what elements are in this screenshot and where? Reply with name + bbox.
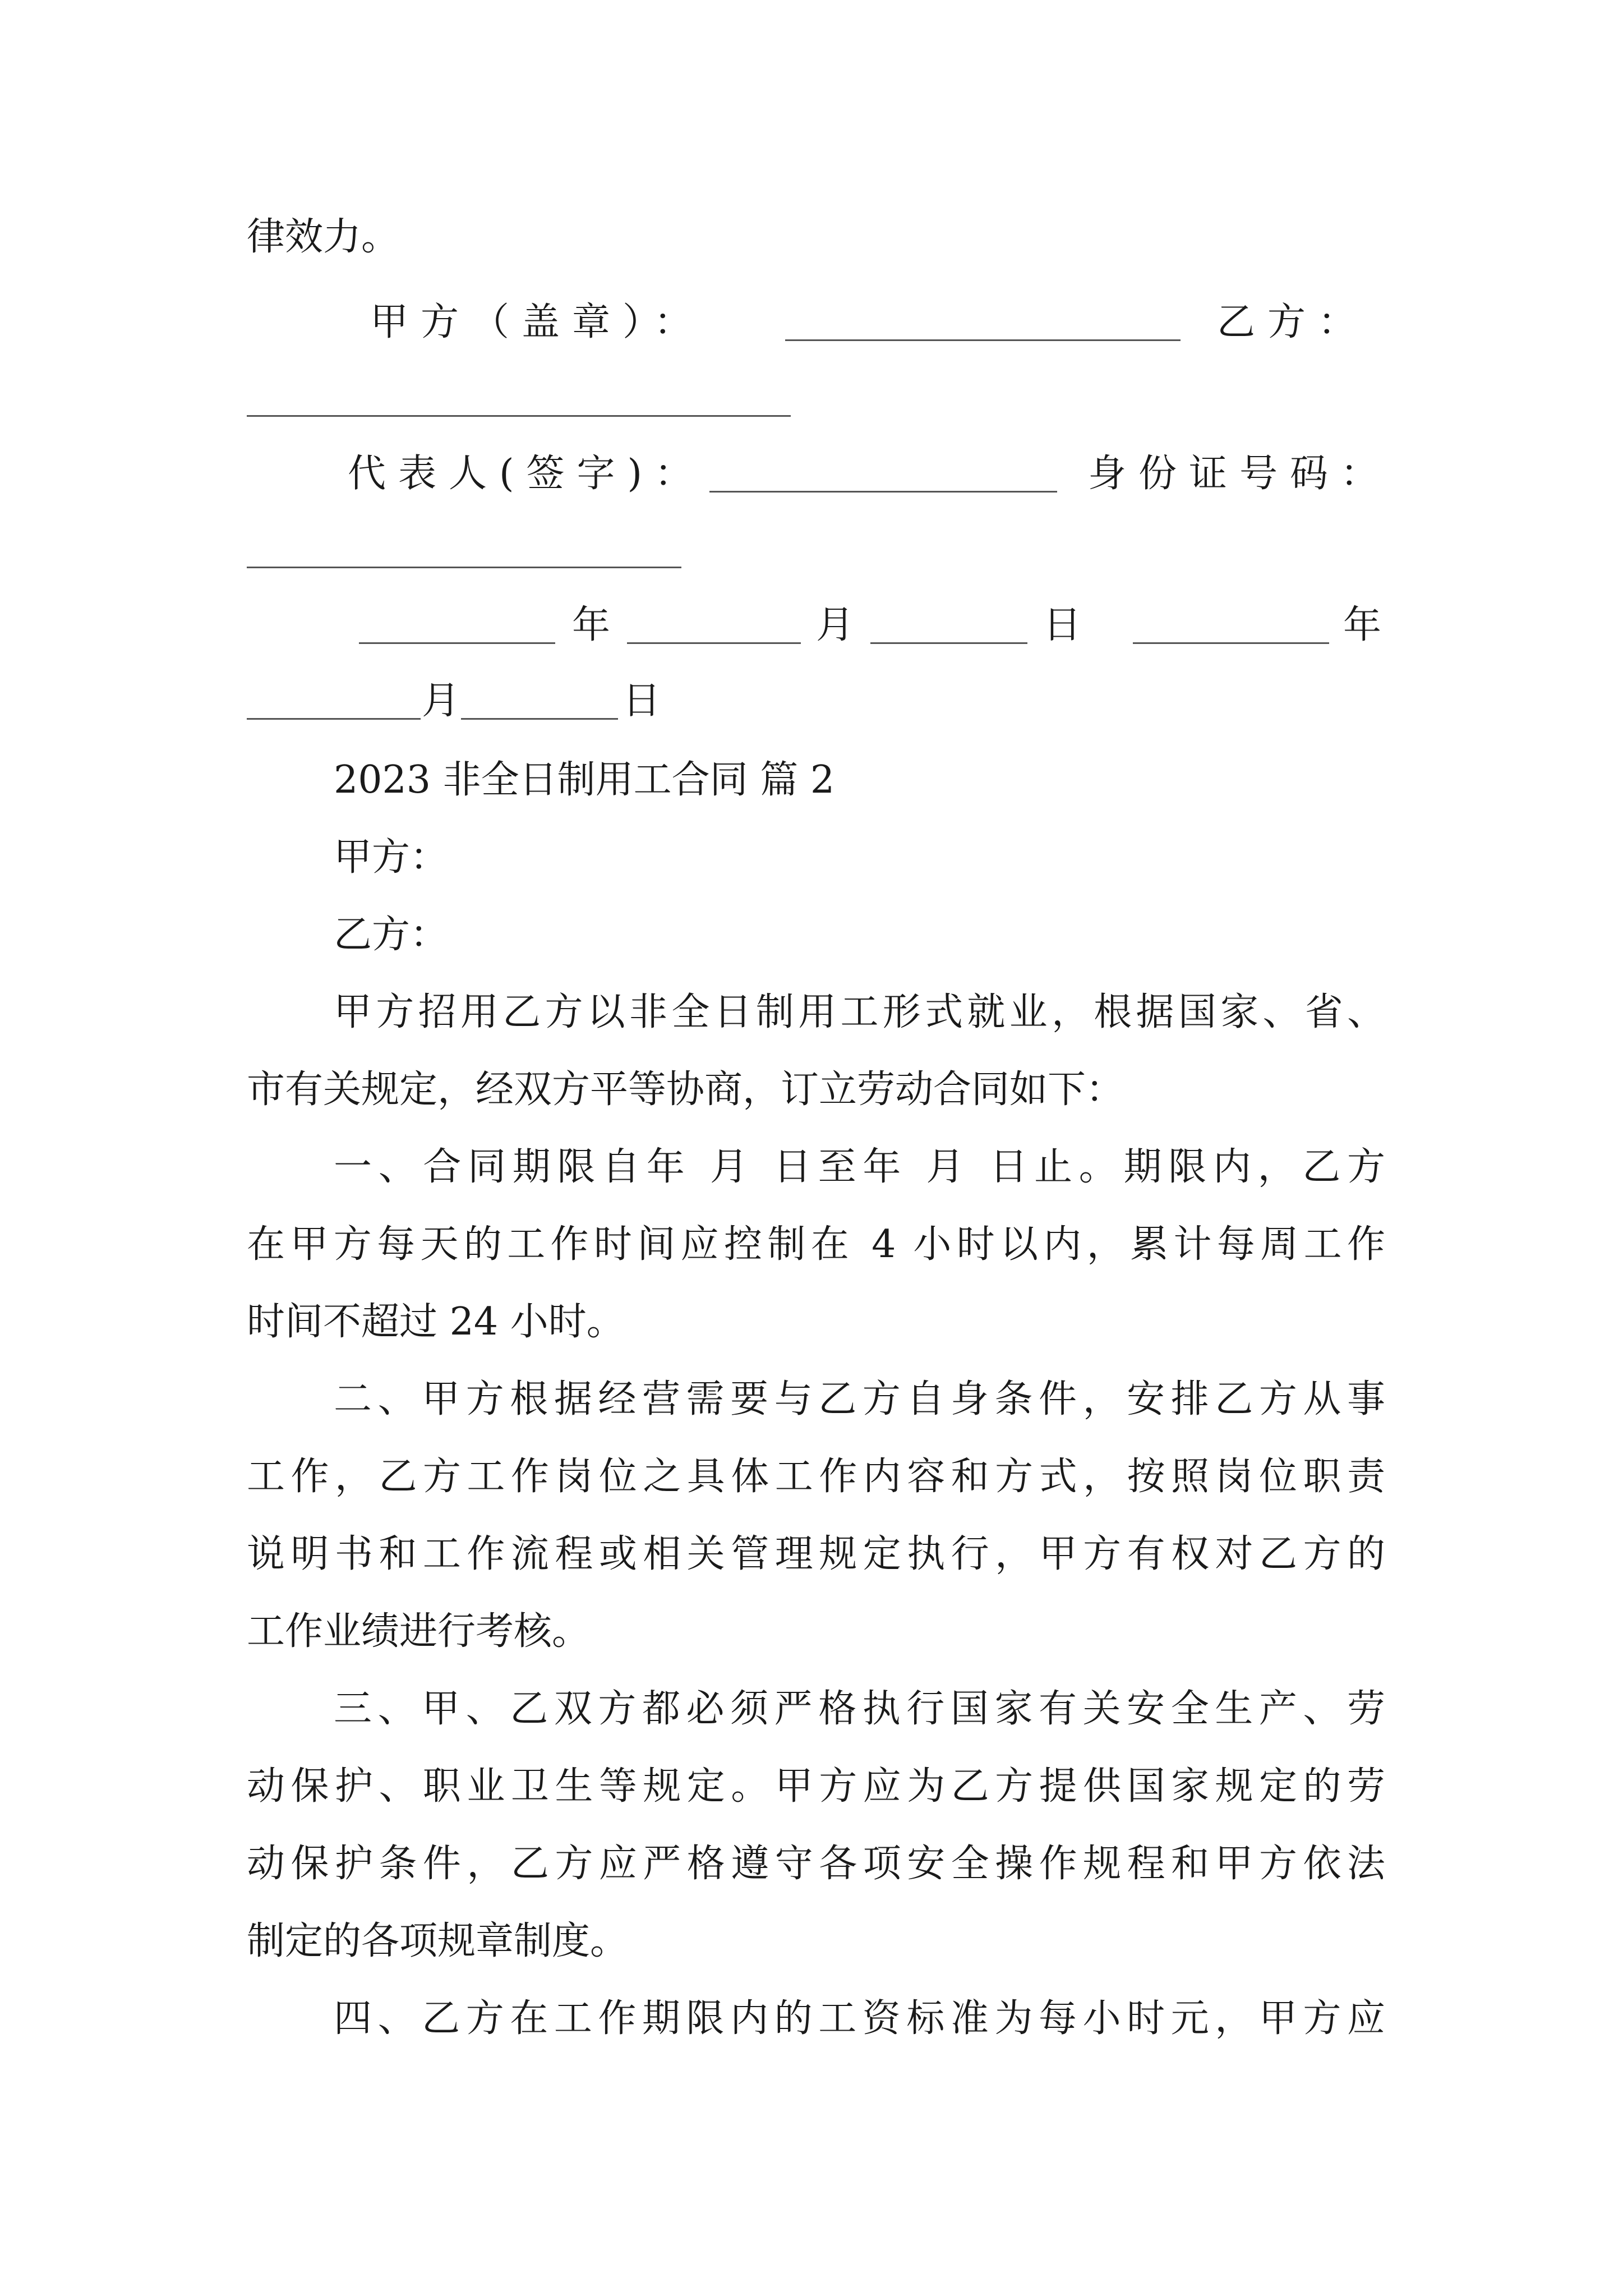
- month-label-2: 月: [422, 679, 460, 723]
- party-b-line: 乙方：: [334, 913, 449, 957]
- month-label-1: 月: [816, 603, 855, 647]
- paragraph-line: 说明书和工作流程或相关管理规定执行，甲方有权对乙方的: [247, 1532, 1385, 1576]
- text-line: 律效力。: [247, 215, 400, 259]
- paragraph-line: 甲方招用乙方以非全日制用工形式就业，根据国家、省、: [334, 990, 1385, 1034]
- paragraph-line: 三、甲、乙双方都必须严格执行国家有关安全生产、劳: [334, 1687, 1385, 1731]
- paragraph-line: 四、乙方在工作期限内的工资标准为每小时元，甲方应: [334, 1996, 1385, 2041]
- paragraph-line: 工作，乙方工作岗位之具体工作内容和方式，按照岗位职责: [247, 1455, 1385, 1499]
- id-number-label: 身份证号码：: [1088, 452, 1391, 496]
- day-blank-1: [870, 642, 1027, 644]
- party-a-blank: [785, 339, 1181, 341]
- paragraph-line: 制定的各项规章制度。: [247, 1919, 629, 1963]
- party-b-blank: [247, 415, 791, 417]
- paragraph-line: 时间不超过 24 小时。: [247, 1300, 625, 1344]
- day-blank-2: [461, 718, 618, 720]
- paragraph-line: 工作业绩进行考核。: [247, 1609, 591, 1654]
- paragraph-line: 动保护、职业卫生等规定。甲方应为乙方提供国家规定的劳: [247, 1764, 1385, 1809]
- paragraph-line: 动保护条件，乙方应严格遵守各项安全操作规程和甲方依法: [247, 1842, 1385, 1886]
- id-number-blank: [247, 567, 681, 568]
- party-b-label: 乙方：: [1217, 300, 1369, 344]
- year-blank-2: [1133, 642, 1329, 644]
- representative-sign-label: 代表人(签字)：: [348, 452, 706, 496]
- month-blank-1: [627, 642, 801, 644]
- year-label-2: 年: [1343, 603, 1382, 647]
- section-heading: 2023 非全日制用工合同 篇 2: [334, 758, 835, 802]
- year-label-1: 年: [572, 603, 611, 647]
- day-label-1: 日: [1043, 603, 1082, 647]
- month-blank-2: [247, 718, 421, 720]
- paragraph-line: 市有关规定，经双方平等协商，订立劳动合同如下：: [247, 1068, 1124, 1112]
- paragraph-line: 二、甲方根据经营需要与乙方自身条件，安排乙方从事: [334, 1377, 1385, 1421]
- day-label-2: 日: [623, 679, 661, 723]
- representative-blank: [709, 491, 1057, 493]
- party-a-line: 甲方：: [334, 835, 449, 880]
- year-blank-1: [359, 642, 555, 644]
- paragraph-line: 在甲方每天的工作时间应控制在 4 小时以内，累计每周工作: [247, 1222, 1385, 1267]
- paragraph-line: 一、合同期限自年 月 日至年 月 日止。期限内，乙方: [334, 1145, 1385, 1189]
- party-a-seal-label: 甲方（盖章）：: [370, 300, 705, 344]
